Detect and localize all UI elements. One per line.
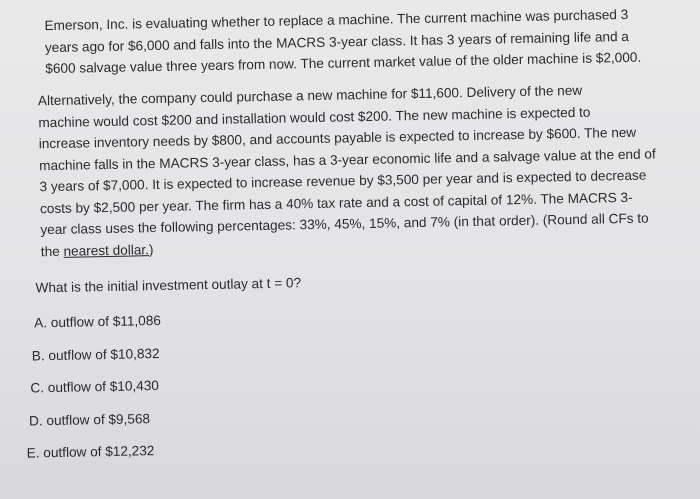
nearest-dollar-link: nearest dollar. [63, 241, 150, 259]
option-c[interactable]: C. outflow of $10,430 [30, 378, 160, 396]
paragraph-1-line-1: Emerson, Inc. is evaluating whether to replace a machine. The current machine was purchased 3 [44, 6, 629, 34]
option-b[interactable]: B. outflow of $10,832 [31, 345, 160, 363]
paragraph-2-last-suffix: ) [148, 241, 154, 257]
option-e[interactable]: E. outflow of $12,232 [26, 443, 155, 461]
problem-paragraph-1 [44, 3, 675, 80]
paragraph-2-line-7: year class uses the following percentages: 33%, 45%, 15%, and 7% (in that order). (Round all CFs to [40, 210, 649, 238]
paragraph-2-line-5: 3 years of $7,000. It is expected to increase revenue by $3,500 per year and is expected to decrease [39, 167, 647, 195]
problem-paragraph-2 [38, 78, 681, 262]
paragraph-2-line-4: machine falls in the MACRS 3-year class, has a 3-year economic life and a salvage value at the end of [39, 145, 656, 173]
paragraph-1-line-3: $600 salvage value three years from now. The current market value of the older machine is $2,000. [45, 49, 642, 77]
option-d[interactable]: D. outflow of $9,568 [28, 410, 151, 429]
question-text: What is the initial investment outlay at t = 0? [35, 275, 302, 296]
paragraph-2-line-6: costs by $2,500 per year. The firm has a 40% tax rate and a cost of capital of 12%. The MACRS 3- [39, 189, 633, 216]
paragraph-2-line-1: Alternatively, the company could purchase a new machine for $11,600. Delivery of the new [37, 82, 583, 109]
paragraph-2-line-3: increase inventory needs by $800, and accounts payable is expected to increase by $600. The new [38, 124, 637, 152]
paragraph-1-line-2: years ago for $6,000 and falls into the MACRS 3-year class. It has 3 years of remaining life and a [44, 28, 630, 55]
paragraph-2-last-prefix: the [40, 243, 64, 259]
option-a[interactable]: A. outflow of $11,086 [34, 312, 162, 331]
paragraph-2-line-2: machine would cost $200 and installation would cost $200. The new machine is expected to [38, 104, 591, 130]
answer-options [24, 313, 164, 478]
